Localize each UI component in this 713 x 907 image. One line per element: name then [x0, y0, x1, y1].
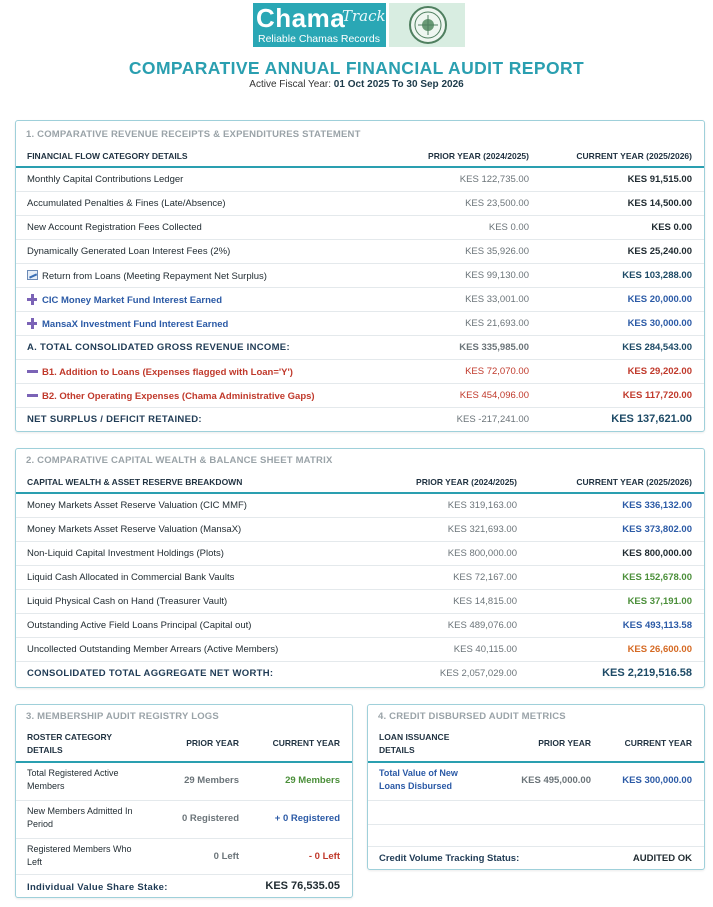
row-prior: KES 23,500.00 [465, 198, 529, 209]
status-row [368, 847, 704, 871]
row-label: Outstanding Active Field Loans Principal (Capital out) [27, 620, 252, 631]
row-label: NET SURPLUS / DEFICIT RETAINED: [27, 414, 202, 425]
row-label: Accumulated Penalties & Fines (Late/Absence) [27, 198, 226, 209]
row-prior: KES 495,000.00 [521, 775, 591, 786]
row-label: Money Markets Asset Reserve Valuation (CIC MMF) [27, 500, 247, 511]
section-title: 2. COMPARATIVE CAPITAL WEALTH & BALANCE SHEET MATRIX [26, 455, 333, 466]
row-prior: KES 72,070.00 [465, 366, 529, 377]
revenue-statement-card [15, 120, 705, 432]
row-label: MansaX Investment Fund Interest Earned [42, 319, 229, 330]
row-prior: 29 Members [184, 775, 239, 786]
row-prior: KES 40,115.00 [453, 644, 517, 655]
table-row [368, 763, 704, 801]
row-label: Dynamically Generated Loan Interest Fees (2%) [27, 246, 231, 257]
row-label: New Account Registration Fees Collected [27, 222, 202, 233]
table-row [16, 494, 704, 518]
row-label: Money Markets Asset Reserve Valuation (MansaX) [27, 524, 242, 535]
row-label-line2: Left [27, 857, 43, 867]
row-current: KES 14,500.00 [627, 198, 692, 209]
header-prior: PRIOR YEAR (2024/2025) [428, 151, 529, 161]
row-prior: KES 21,693.00 [465, 318, 529, 329]
minus-icon [27, 390, 38, 400]
minus-icon [27, 366, 38, 376]
net-surplus-row [16, 408, 704, 432]
row-prior: KES 335,985.00 [459, 342, 529, 353]
row-current: KES 29,202.00 [627, 366, 692, 377]
row-label-with-icon [27, 390, 315, 402]
plus-icon [27, 294, 38, 304]
row-label: Liquid Physical Cash on Hand (Treasurer Vault) [27, 596, 228, 607]
row-prior: KES 489,076.00 [447, 620, 517, 631]
row-label: Monthly Capital Contributions Ledger [27, 174, 184, 185]
row-prior: KES 99,130.00 [465, 270, 529, 281]
row-label: CIC Money Market Fund Interest Earned [42, 295, 223, 306]
table-row [16, 801, 352, 839]
row-label-line2: Period [27, 819, 54, 829]
section-title: 1. COMPARATIVE REVENUE RECEIPTS & EXPENDITURES STATEMENT [26, 129, 361, 140]
row-label: Return from Loans (Meeting Repayment Net Surplus) [42, 271, 267, 282]
credit-audit-card [367, 704, 705, 870]
row-label: B1. Addition to Loans (Expenses flagged with Loan='Y') [42, 367, 293, 378]
header-prior: PRIOR YEAR [538, 738, 591, 748]
row-label-line2: Loans Disbursed [379, 781, 453, 791]
header-current: CURRENT YEAR [624, 738, 692, 748]
table-row [16, 614, 704, 638]
wealth-balance-card [15, 448, 705, 688]
status-value: AUDITED OK [632, 853, 692, 864]
row-current: - 0 Left [308, 851, 340, 862]
row-prior: KES 2,057,029.00 [439, 668, 517, 679]
header-prior: PRIOR YEAR [186, 738, 239, 748]
header-category-line1: ROSTER CATEGORY [27, 732, 113, 742]
share-label: Individual Value Share Stake: [27, 882, 168, 893]
row-current: + 0 Registered [274, 813, 340, 824]
report-header [0, 0, 713, 95]
plus-icon [27, 318, 38, 328]
row-label-line2: Members [27, 781, 65, 791]
row-prior: 0 Registered [181, 813, 239, 824]
table-header [16, 726, 352, 763]
row-prior: KES 321,693.00 [447, 524, 517, 535]
row-current: KES 30,000.00 [627, 318, 692, 329]
table-row [16, 192, 704, 216]
header-category-line1: LOAN ISSUANCE [379, 732, 450, 742]
table-row [16, 763, 352, 801]
row-label-line1: Total Registered Active [27, 768, 119, 778]
row-current: KES 117,720.00 [622, 390, 692, 401]
header-category: CAPITAL WEALTH & ASSET RESERVE BREAKDOWN [27, 477, 243, 487]
seal-icon [408, 5, 448, 45]
empty-row [368, 801, 704, 825]
table-row [16, 590, 704, 614]
row-current: KES 103,288.00 [622, 270, 692, 281]
logo-script: Track [342, 7, 386, 25]
row-label-line1: Registered Members Who [27, 844, 132, 854]
row-current: KES 26,600.00 [627, 644, 692, 655]
fiscal-year [0, 79, 713, 90]
fiscal-label: Active Fiscal Year: [249, 79, 332, 90]
header-category: FINANCIAL FLOW CATEGORY DETAILS [27, 151, 188, 161]
row-current: KES 20,000.00 [627, 294, 692, 305]
row-prior: KES 319,163.00 [447, 500, 517, 511]
row-current: KES 137,621.00 [611, 413, 692, 425]
fiscal-period: 01 Oct 2025 To 30 Sep 2026 [333, 79, 464, 90]
table-row [16, 216, 704, 240]
row-current: KES 336,132.00 [622, 500, 692, 511]
row-label-with-icon [27, 366, 293, 378]
seal-panel [389, 3, 465, 47]
row-prior: KES 33,001.00 [465, 294, 529, 305]
row-prior: KES -217,241.00 [456, 414, 529, 425]
row-prior: KES 35,926.00 [465, 246, 529, 257]
row-label-line1: Total Value of New [379, 768, 458, 778]
table-row [16, 384, 704, 408]
row-current: KES 2,219,516.58 [602, 667, 692, 679]
table-row [16, 312, 704, 336]
row-current: KES 493,113.58 [622, 620, 692, 631]
table-header [16, 470, 704, 494]
chamatrack-logo [253, 3, 386, 47]
row-prior: KES 454,096.00 [459, 390, 529, 401]
chart-icon [27, 270, 38, 280]
row-prior: KES 0.00 [488, 222, 529, 233]
row-current: KES 284,543.00 [622, 342, 692, 353]
row-prior: KES 72,167.00 [453, 572, 517, 583]
row-current: KES 25,240.00 [627, 246, 692, 257]
row-current: KES 373,802.00 [622, 524, 692, 535]
row-label: CONSOLIDATED TOTAL AGGREGATE NET WORTH: [27, 668, 274, 679]
row-current: 29 Members [285, 775, 340, 786]
row-current: KES 300,000.00 [622, 775, 692, 786]
header-prior: PRIOR YEAR (2024/2025) [416, 477, 517, 487]
row-label-line1: New Members Admitted In [27, 806, 133, 816]
share-value: KES 76,535.05 [265, 880, 340, 892]
gross-revenue-total-row [16, 336, 704, 360]
table-row [16, 168, 704, 192]
row-label: Non-Liquid Capital Investment Holdings (Plots) [27, 548, 224, 559]
status-label: Credit Volume Tracking Status: [379, 853, 520, 864]
row-prior: KES 14,815.00 [453, 596, 517, 607]
section-title: 3. MEMBERSHIP AUDIT REGISTRY LOGS [26, 711, 219, 722]
share-stake-row [16, 875, 352, 899]
row-label-with-icon [27, 270, 267, 282]
row-prior: KES 122,735.00 [459, 174, 529, 185]
row-label: Liquid Cash Allocated in Commercial Bank Vaults [27, 572, 235, 583]
row-current: KES 800,000.00 [622, 548, 692, 559]
table-row [16, 542, 704, 566]
row-current: KES 91,515.00 [627, 174, 692, 185]
logo-word: Chama [256, 3, 346, 33]
report-title: COMPARATIVE ANNUAL FINANCIAL AUDIT REPORT [128, 58, 585, 78]
table-row [16, 288, 704, 312]
logo-tagline: Reliable Chamas Records [258, 33, 380, 45]
row-current: KES 152,678.00 [622, 572, 692, 583]
table-row [16, 566, 704, 590]
row-label: Uncollected Outstanding Member Arrears (Active Members) [27, 644, 279, 655]
header-category-line2: DETAILS [27, 745, 63, 755]
row-label-with-icon [27, 318, 228, 330]
table-row [16, 240, 704, 264]
membership-audit-card [15, 704, 353, 898]
header-category-line2: DETAILS [379, 745, 415, 755]
row-current: KES 37,191.00 [627, 596, 692, 607]
table-header [16, 145, 704, 168]
table-row [16, 264, 704, 288]
empty-row [368, 825, 704, 847]
row-prior: KES 800,000.00 [447, 548, 517, 559]
table-row [16, 638, 704, 662]
header-current: CURRENT YEAR (2025/2026) [576, 151, 692, 161]
net-worth-row [16, 662, 704, 686]
header-current: CURRENT YEAR [272, 738, 340, 748]
row-prior: 0 Left [213, 851, 239, 862]
section-title: 4. CREDIT DISBURSED AUDIT METRICS [378, 711, 566, 722]
row-label: A. TOTAL CONSOLIDATED GROSS REVENUE INCOME: [27, 342, 290, 353]
row-current: KES 0.00 [651, 222, 692, 233]
table-header [368, 726, 704, 763]
table-row [16, 360, 704, 384]
row-label: B2. Other Operating Expenses (Chama Administrative Gaps) [42, 391, 315, 402]
table-row [16, 518, 704, 542]
table-row [16, 839, 352, 875]
row-label-with-icon [27, 294, 222, 306]
header-current: CURRENT YEAR (2025/2026) [576, 477, 692, 487]
